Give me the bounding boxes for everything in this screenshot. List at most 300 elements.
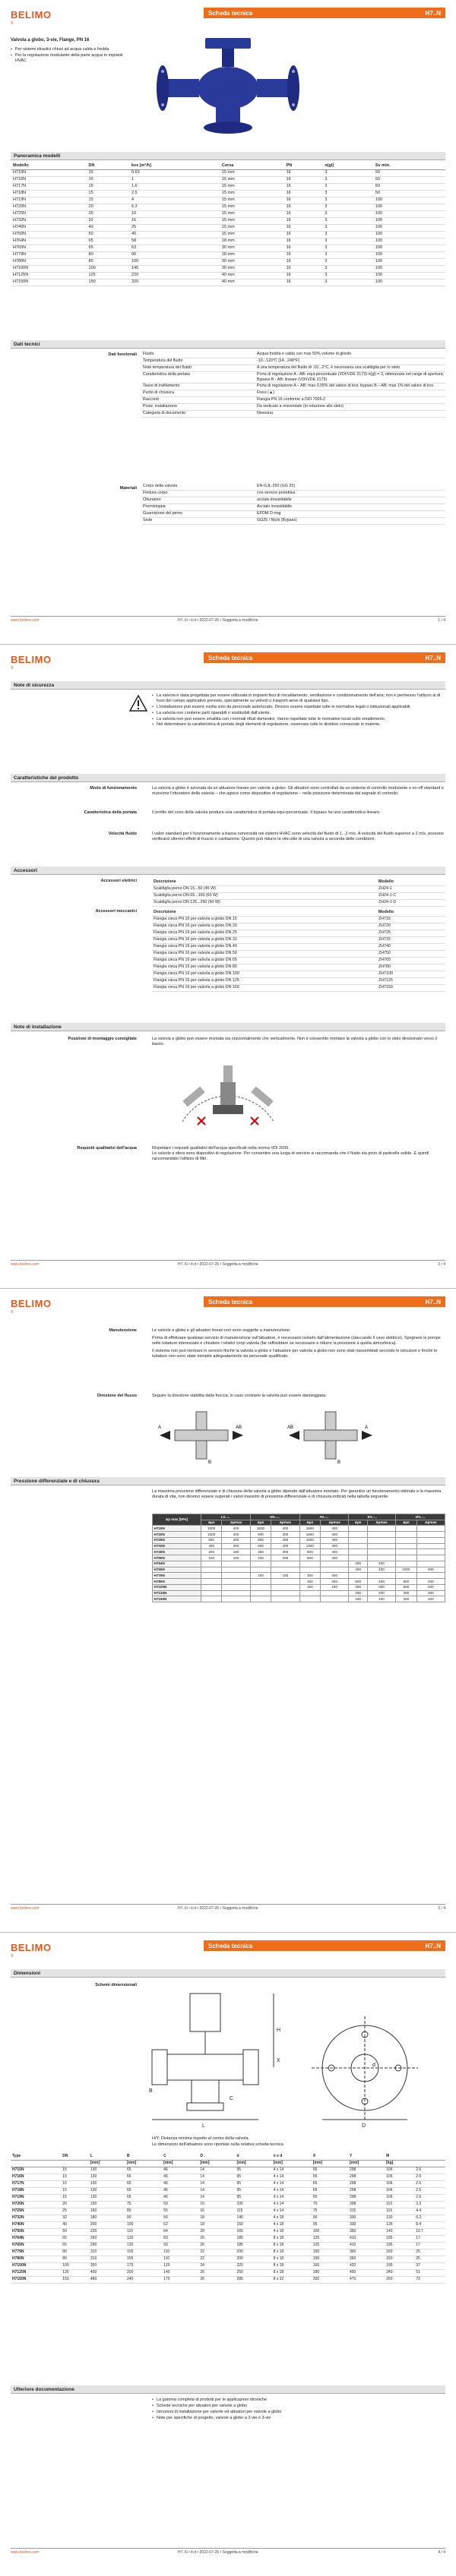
- tech-group-materials: Materiali: [119, 486, 137, 491]
- dim-cell: 2.6: [414, 2174, 445, 2180]
- dim-cell: 298: [348, 2187, 385, 2194]
- flow-direction-text: Seguire la direzione stabilita dalla freccia, in caso contrario la valvola può essere danneggiata.: [152, 1394, 327, 1398]
- pressure-value: 400: [416, 1567, 445, 1573]
- dim-cell: 100: [125, 2221, 162, 2228]
- dim-cell: 130: [89, 2167, 125, 2174]
- table-cell: 16: [284, 169, 323, 176]
- accessory-cell: Scaldiglia perno DN 15...50 (45 W): [152, 886, 377, 892]
- dim-cell: 106: [385, 2174, 414, 2180]
- install-text-mounting: La valvola a globo può essere montata sia orizzontalmente che verticalmente. Non è consentito montare la valvola a globo con lo stelo direzionato verso il basso.: [152, 1037, 437, 1046]
- dim-cell: 285: [235, 2276, 271, 2283]
- spec-value: Porta di regolazione A – AB: max 0,05% del valore di kvs; bypass B – AB: max 1% del valore di kvs: [255, 383, 445, 390]
- page-1: [0, 0, 456, 644]
- page-2: [0, 644, 456, 1288]
- accessory-header-cell: Descrizione: [152, 909, 377, 916]
- section-title-pressure: Pressione differenziale e di chiusura: [11, 1477, 445, 1485]
- pressure-value: 1000: [201, 1526, 222, 1532]
- dim-row: [11, 2187, 445, 2194]
- section-title-install: Note di installazione: [11, 1023, 445, 1031]
- dim-header-cell: C: [162, 2153, 198, 2160]
- spec-key: Corpo della valvola: [141, 483, 255, 490]
- pressure-value: 150: [222, 1549, 250, 1555]
- pressure-value: 100: [271, 1573, 299, 1579]
- dim-row: [11, 2235, 445, 2242]
- dim-header-cell: D: [198, 2153, 235, 2160]
- pressure-value: 600: [250, 1543, 271, 1549]
- dim-cell: H718N: [11, 2187, 61, 2194]
- table-row: [11, 204, 445, 210]
- pressure-value: 350: [250, 1549, 271, 1555]
- pressure-value: [416, 1561, 445, 1567]
- table-cell: 25: [129, 224, 220, 231]
- dim-cell: 51: [414, 2269, 445, 2276]
- pressure-row: [153, 1573, 445, 1579]
- table-row: [11, 224, 445, 231]
- accessory-row: [152, 943, 445, 950]
- table-cell: H716N: [11, 176, 87, 183]
- dim-cell: 50: [162, 2201, 198, 2208]
- dim-cell: 65: [125, 2167, 162, 2174]
- table-cell: 15 mm: [220, 231, 284, 238]
- table-row: [11, 217, 445, 224]
- table-cell: H720N: [11, 204, 87, 210]
- table-cell: 100: [373, 210, 445, 217]
- table-cell: H740N: [11, 224, 87, 231]
- svg-text:B: B: [337, 1460, 341, 1465]
- pressure-value: [349, 1573, 367, 1579]
- table-cell: 15 mm: [220, 210, 284, 217]
- pressure-value: 1300: [299, 1543, 321, 1549]
- table-cell: 40: [129, 231, 220, 238]
- pressure-value: 300: [321, 1573, 349, 1579]
- pressure-value: 400: [201, 1543, 222, 1549]
- pressure-value: [396, 1532, 417, 1538]
- pressure-value: 400: [367, 1579, 395, 1585]
- pressure-value: [299, 1590, 321, 1596]
- dim-cell: 15: [61, 2174, 89, 2180]
- pressure-value: 200: [416, 1596, 445, 1602]
- dim-cell: 180: [312, 2269, 348, 2276]
- doc-bullet: • La gamma completa di prodotti per le applicazioni idroniche: [152, 2398, 445, 2403]
- accessory-cell: ZH7100: [377, 971, 445, 977]
- dim-cell: 155: [125, 2256, 162, 2262]
- dim-cell: 100: [312, 2228, 348, 2235]
- dim-cell: 106: [385, 2194, 414, 2201]
- pressure-value: [271, 1579, 299, 1585]
- dim-cell: 110: [162, 2256, 198, 2262]
- dim-header-cell: Y: [348, 2153, 385, 2160]
- spec-key: Temperatura del fluido: [141, 358, 255, 365]
- pressure-value: 1600: [299, 1532, 321, 1538]
- pressure-value: 150: [299, 1584, 321, 1590]
- dim-cell: 120: [162, 2262, 198, 2269]
- accessory-cell: ZH715: [377, 916, 445, 923]
- accessory-header-row: [152, 879, 445, 886]
- dim-cell: H750N: [11, 2228, 61, 2235]
- pressure-value: [222, 1567, 250, 1573]
- dim-unit-cell: [mm]: [89, 2160, 125, 2167]
- accessory-row: [152, 964, 445, 971]
- pressure-model: H740N: [153, 1549, 201, 1555]
- table-row: [11, 279, 445, 286]
- footer-doc-info: H7..N • it-it • 2022-07-26 • Soggetta a modifiche: [178, 618, 258, 623]
- section-title-tech: Dati tecnici: [11, 340, 445, 349]
- dim-cell: 106: [385, 2167, 414, 2174]
- svg-text:AB: AB: [236, 1425, 242, 1430]
- dim-row: [11, 2167, 445, 2174]
- accessory-row: [152, 930, 445, 936]
- pressure-row: [153, 1596, 445, 1602]
- accessory-header-cell: Modello: [377, 879, 445, 886]
- table-cell: 1: [129, 176, 220, 183]
- pressure-value: [416, 1537, 445, 1543]
- dim-cell: 8 x 18: [272, 2235, 312, 2242]
- dim-cell: 4 x 14: [272, 2208, 312, 2215]
- pressure-value: [222, 1596, 250, 1602]
- doc-bullet: • Istruzioni di installazione per valvole ed attuatori per valvole a globo: [152, 2410, 445, 2415]
- accessory-header-row: [152, 909, 445, 916]
- dim-cell: 150: [312, 2256, 348, 2262]
- dim-row: [11, 2276, 445, 2283]
- table-row: [11, 258, 445, 265]
- pressure-value: 200: [367, 1590, 395, 1596]
- dim-unit-cell: [61, 2160, 89, 2167]
- table-cell: 40: [87, 224, 129, 231]
- dim-cell: 75: [125, 2201, 162, 2208]
- safety-bullet: • Nel determinare la caratteristica di portata degli elementi di regolazione, osservare tutte le direttive conosciute in materia.: [152, 722, 445, 728]
- table-cell: 100: [129, 258, 220, 265]
- dim-cell: 4 x 14: [272, 2194, 312, 2201]
- table-cell: 30 mm: [220, 258, 284, 265]
- dim-cell: 8 x 18: [272, 2262, 312, 2269]
- dim-cell: 80: [125, 2208, 162, 2215]
- dimension-table: [11, 2153, 445, 2284]
- dim-header-cell: Type: [11, 2153, 61, 2160]
- dim-header-cell: X: [312, 2153, 348, 2160]
- footer-url[interactable]: www.belimo.com: [11, 618, 40, 623]
- table-cell: 0.63: [129, 169, 220, 176]
- schema-label: Schemi dimensionali: [95, 1983, 137, 1987]
- dim-cell: 470: [348, 2276, 385, 2283]
- svg-text:A: A: [158, 1425, 162, 1430]
- footer-doc-info: H7..N • it-it • 2022-07-26 • Soggetta a modifiche: [178, 1262, 258, 1267]
- table-cell: 16: [284, 251, 323, 258]
- safety-bullet: • La valvola è stata progettata per essere utilizzata in impianti fissi di riscaldamento, ventilazione e condizionamento dell'aria; non è permesso l'utilizzo al di fuori del campo applicativo previsto, specialmente su velivoli o trasporti aerei di qualsiasi tipo.: [152, 693, 445, 704]
- accessory-cell: ZH780: [377, 964, 445, 971]
- table-row: [11, 238, 445, 245]
- footer-page-number: 4 / 4: [438, 2550, 445, 2555]
- accessory-row: [152, 977, 445, 984]
- dim-cell: 310: [89, 2256, 125, 2262]
- dim-cell: 4 x 14: [272, 2187, 312, 2194]
- accessory-cell: Flangia cieca PN 16 per valvola a globo DN 150: [152, 984, 377, 991]
- svg-text:D: D: [362, 2123, 366, 2129]
- dim-cell: 420: [348, 2262, 385, 2269]
- page-header: [0, 1933, 456, 1965]
- dim-cell: 14: [198, 2167, 235, 2174]
- accessory-header-cell: Descrizione: [152, 879, 377, 886]
- accessory-row: [152, 936, 445, 943]
- spec-key: Guarnizione del perno: [141, 510, 255, 517]
- dim-cell: 22: [198, 2249, 235, 2256]
- pressure-value: [367, 1526, 395, 1532]
- table-cell: 65: [87, 238, 129, 245]
- accessory-cell: Flangia cieca PN 16 per valvola a globo DN 50: [152, 950, 377, 957]
- dim-cell: 95: [235, 2174, 271, 2180]
- accessory-cell: Flangia cieca PN 16 per valvola a globo DN 15: [152, 916, 377, 923]
- dim-cell: 20: [198, 2242, 235, 2249]
- pressure-value: 150: [321, 1584, 349, 1590]
- dim-cell: 160: [89, 2208, 125, 2215]
- dim-cell: 18: [198, 2221, 235, 2228]
- pressure-value: [250, 1567, 271, 1573]
- spec-value: EPDM O-ring: [255, 510, 445, 517]
- pressure-value: 500: [299, 1555, 321, 1561]
- dim-cell: 2.6: [414, 2194, 445, 2201]
- pressure-model: H764N: [153, 1561, 201, 1567]
- spec-key: Sede: [141, 517, 255, 524]
- page-footer: [11, 1262, 445, 1270]
- dim-cell: 4 x 14: [272, 2201, 312, 2208]
- pressure-value: 400: [416, 1584, 445, 1590]
- pressure-value: 800: [396, 1579, 417, 1585]
- table-cell: 3: [322, 210, 373, 217]
- accessory-group-label: Accessori elettrici: [100, 879, 137, 883]
- pressure-value: 1600: [299, 1537, 321, 1543]
- pressure-value: 250: [321, 1579, 349, 1585]
- table-cell: H732N: [11, 217, 87, 224]
- pressure-value: [396, 1561, 417, 1567]
- safety-bullet: • La valvola non può essere smaltita con i normali rifiuti domestici. Vanno rispettate tutte le normative locali sullo smaltimento.: [152, 717, 445, 722]
- dimension-note-2: Le dimensioni dell'attuatore sono riportate nella relativa scheda tecnica.: [152, 2142, 285, 2147]
- table-cell: 16: [284, 265, 323, 272]
- pressure-subheader-cell: Δpmax: [271, 1520, 299, 1526]
- dim-cell: 8 x 22: [272, 2276, 312, 2283]
- table-cell: 15: [87, 197, 129, 204]
- spec-key: Raccordi: [141, 396, 255, 403]
- dim-cell: 135: [385, 2221, 414, 2228]
- dim-cell: 25: [414, 2256, 445, 2262]
- dim-cell: 195: [385, 2235, 414, 2242]
- pressure-value: [367, 1537, 395, 1543]
- dim-cell: 150: [385, 2249, 414, 2256]
- install-text-water: Rispettare i requisiti qualitativi dell'acqua specificati nella norma VDI 2035. Le valvole a sfera sono dispositivi di regolazione. Per consentire una lunga di servizio si raccomanda che il fluido sia privo di particelle solide. È quindi raccomandato l'utilizzo di filtri.: [152, 1146, 429, 1161]
- table-cell: 15: [87, 190, 129, 197]
- product-feature-label: Caratteristica della portata: [84, 810, 137, 815]
- pressure-subheader-cell: Δpmax: [321, 1520, 349, 1526]
- pressure-value: [321, 1596, 349, 1602]
- dim-cell: 308: [348, 2201, 385, 2208]
- pressure-value: 400: [321, 1526, 349, 1532]
- pressure-value: 100: [222, 1555, 250, 1561]
- table-cell: H717N: [11, 183, 87, 190]
- dim-cell: 14: [198, 2174, 235, 2180]
- footer-url[interactable]: www.belimo.com: [11, 2550, 40, 2555]
- pressure-value: 300: [367, 1584, 395, 1590]
- footer-url[interactable]: www.belimo.com: [11, 1906, 40, 1911]
- pressure-value: [201, 1561, 222, 1567]
- dim-cell: 450: [348, 2269, 385, 2276]
- dim-row: [11, 2228, 445, 2235]
- spec-value: Acciaio inossidabile: [255, 504, 445, 510]
- product-feature-text: I valori standard per il funzionamento a bassa rumorosità nei sistemi HVAC sono velocità del fluido di 1...2 m/s. A velocità del fluido superiori a 2 m/s, possono verificarsi ulteriori effetti di fruscio e cavitazione. Questo può ridurre la vita utile di una valvola a seconda delle condizioni.: [152, 832, 444, 841]
- pressure-value: 400: [271, 1526, 299, 1532]
- table-cell: 100: [373, 197, 445, 204]
- sheet-model: H7..N: [425, 1943, 441, 1949]
- dim-cell: 4 x 18: [272, 2215, 312, 2221]
- dim-row: [11, 2242, 445, 2249]
- accessory-cell: ZH24-1-D: [377, 899, 445, 906]
- pressure-subheader-cell: Δps: [299, 1520, 321, 1526]
- dim-cell: 170: [162, 2276, 198, 2283]
- spec-row: [141, 365, 445, 371]
- pressure-row: [153, 1549, 445, 1555]
- dim-cell: 15: [61, 2194, 89, 2201]
- dim-cell: 130: [89, 2174, 125, 2180]
- table-cell: 100: [373, 279, 445, 286]
- table-cell: 15 mm: [220, 197, 284, 204]
- overview-table: [11, 163, 445, 286]
- dim-cell: 400: [89, 2269, 125, 2276]
- pressure-model: H765N: [153, 1567, 201, 1573]
- spec-key: Posiz. installazione: [141, 403, 255, 410]
- pressure-value: [201, 1584, 222, 1590]
- pressure-row: [153, 1543, 445, 1549]
- table-cell: 100: [373, 217, 445, 224]
- table-cell: H764N: [11, 238, 87, 245]
- table-row: [11, 190, 445, 197]
- dim-cell: 290: [89, 2235, 125, 2242]
- pressure-row: [153, 1567, 445, 1573]
- pressure-value: 300: [222, 1543, 250, 1549]
- dim-unit-cell: [mm]: [312, 2160, 348, 2167]
- table-cell: 3: [322, 272, 373, 279]
- pressure-value: [250, 1579, 271, 1585]
- dim-unit-cell: [11, 2160, 61, 2167]
- table-cell: 16: [284, 238, 323, 245]
- table-cell: 100: [373, 238, 445, 245]
- pressure-value: 250: [299, 1579, 321, 1585]
- pressure-value: [271, 1596, 299, 1602]
- dim-cell: 80: [61, 2256, 89, 2262]
- dim-cell: 14: [198, 2187, 235, 2194]
- accessory-row: [152, 957, 445, 964]
- pressure-header-cell: AV..-..: [299, 1514, 349, 1520]
- table-cell: 40 mm: [220, 279, 284, 286]
- accessory-row: [152, 899, 445, 906]
- pressure-value: [367, 1549, 395, 1555]
- dim-row: [11, 2262, 445, 2269]
- pressure-value: [396, 1543, 417, 1549]
- dim-cell: 200: [312, 2276, 348, 2283]
- pressure-model: H750N: [153, 1555, 201, 1561]
- flow-direction-label: Direzione del flusso: [97, 1394, 137, 1398]
- footer-page-number: 3 / 4: [438, 1906, 445, 1911]
- dim-cell: 46: [162, 2180, 198, 2187]
- pressure-model: H720N: [153, 1532, 201, 1538]
- dim-row: [11, 2269, 445, 2276]
- table-cell: 145: [129, 265, 220, 272]
- table-cell: 3: [322, 279, 373, 286]
- dim-header-cell: B: [125, 2153, 162, 2160]
- spec-row: [141, 490, 445, 497]
- dim-row: [11, 2249, 445, 2256]
- accessory-header-cell: Modello: [377, 909, 445, 916]
- dim-cell: 26: [198, 2276, 235, 2283]
- pressure-value: [201, 1590, 222, 1596]
- accessory-cell: ZH7150: [377, 984, 445, 991]
- table-cell: 16: [284, 204, 323, 210]
- dim-cell: 37: [414, 2262, 445, 2269]
- pressure-value: [367, 1573, 395, 1579]
- accessory-cell: Flangia cieca PN 16 per valvola a globo DN 80: [152, 964, 377, 971]
- accessory-cell: Flangia cieca PN 16 per valvola a globo DN 125: [152, 977, 377, 984]
- dim-cell: 65: [312, 2194, 348, 2201]
- dim-cell: 240: [385, 2269, 414, 2276]
- pressure-value: 100: [349, 1596, 367, 1602]
- pressure-value: [201, 1573, 222, 1579]
- pressure-value: [201, 1596, 222, 1602]
- pressure-value: 1000: [396, 1567, 417, 1573]
- dimension-note-1: H/Y: Distanza minima rispetto al centro della valvola.: [152, 2136, 250, 2141]
- accessory-row: [152, 971, 445, 977]
- table-cell: 80: [87, 251, 129, 258]
- footer-url[interactable]: www.belimo.com: [11, 1262, 40, 1267]
- pressure-value: 400: [222, 1537, 250, 1543]
- dim-cell: 16: [198, 2201, 235, 2208]
- maintenance-paragraph: Le valvole a globo e gli attuatori lineari non sono soggette a manutenzione.: [152, 1328, 291, 1333]
- accessory-cell: Flangia cieca PN 16 per valvola a globo DN 20: [152, 923, 377, 930]
- pressure-header-cell: Δp max [kPa]: [153, 1514, 201, 1526]
- pressure-value: [299, 1567, 321, 1573]
- dim-cell: H765N: [11, 2242, 61, 2249]
- table-cell: 16: [284, 183, 323, 190]
- dim-cell: 15: [61, 2180, 89, 2187]
- table-cell: 16: [129, 217, 220, 224]
- dim-cell: 125: [312, 2242, 348, 2249]
- spec-row: [141, 403, 445, 410]
- dim-cell: 93: [162, 2242, 198, 2249]
- table-cell: 50: [373, 169, 445, 176]
- pressure-value: 200: [250, 1555, 271, 1561]
- spec-row: [141, 517, 445, 524]
- dim-cell: 130: [125, 2242, 162, 2249]
- dim-cell: 140: [235, 2215, 271, 2221]
- pressure-value: 200: [349, 1590, 367, 1596]
- spec-key: Fluido: [141, 351, 255, 358]
- table-row: [11, 231, 445, 238]
- dim-cell: 410: [348, 2235, 385, 2242]
- dim-cell: 56: [162, 2215, 198, 2221]
- dim-cell: 10.7: [414, 2228, 445, 2235]
- dim-cell: 46: [162, 2187, 198, 2194]
- accessory-cell: ZH750: [377, 950, 445, 957]
- dim-cell: 298: [348, 2194, 385, 2201]
- dim-cell: 8 x 18: [272, 2249, 312, 2256]
- table-row: [11, 251, 445, 258]
- dim-cell: 100: [61, 2262, 89, 2269]
- section-title-overview: Panoramica modelli: [11, 152, 445, 160]
- pressure-value: [416, 1532, 445, 1538]
- table-cell: H750N: [11, 231, 87, 238]
- pressure-value: [250, 1561, 271, 1567]
- dim-cell: 17: [414, 2235, 445, 2242]
- table-cell: H719N: [11, 197, 87, 204]
- dim-cell: 65: [312, 2167, 348, 2174]
- table-cell: 18 mm: [220, 251, 284, 258]
- dim-cell: H720N: [11, 2201, 61, 2208]
- table-row: [11, 265, 445, 272]
